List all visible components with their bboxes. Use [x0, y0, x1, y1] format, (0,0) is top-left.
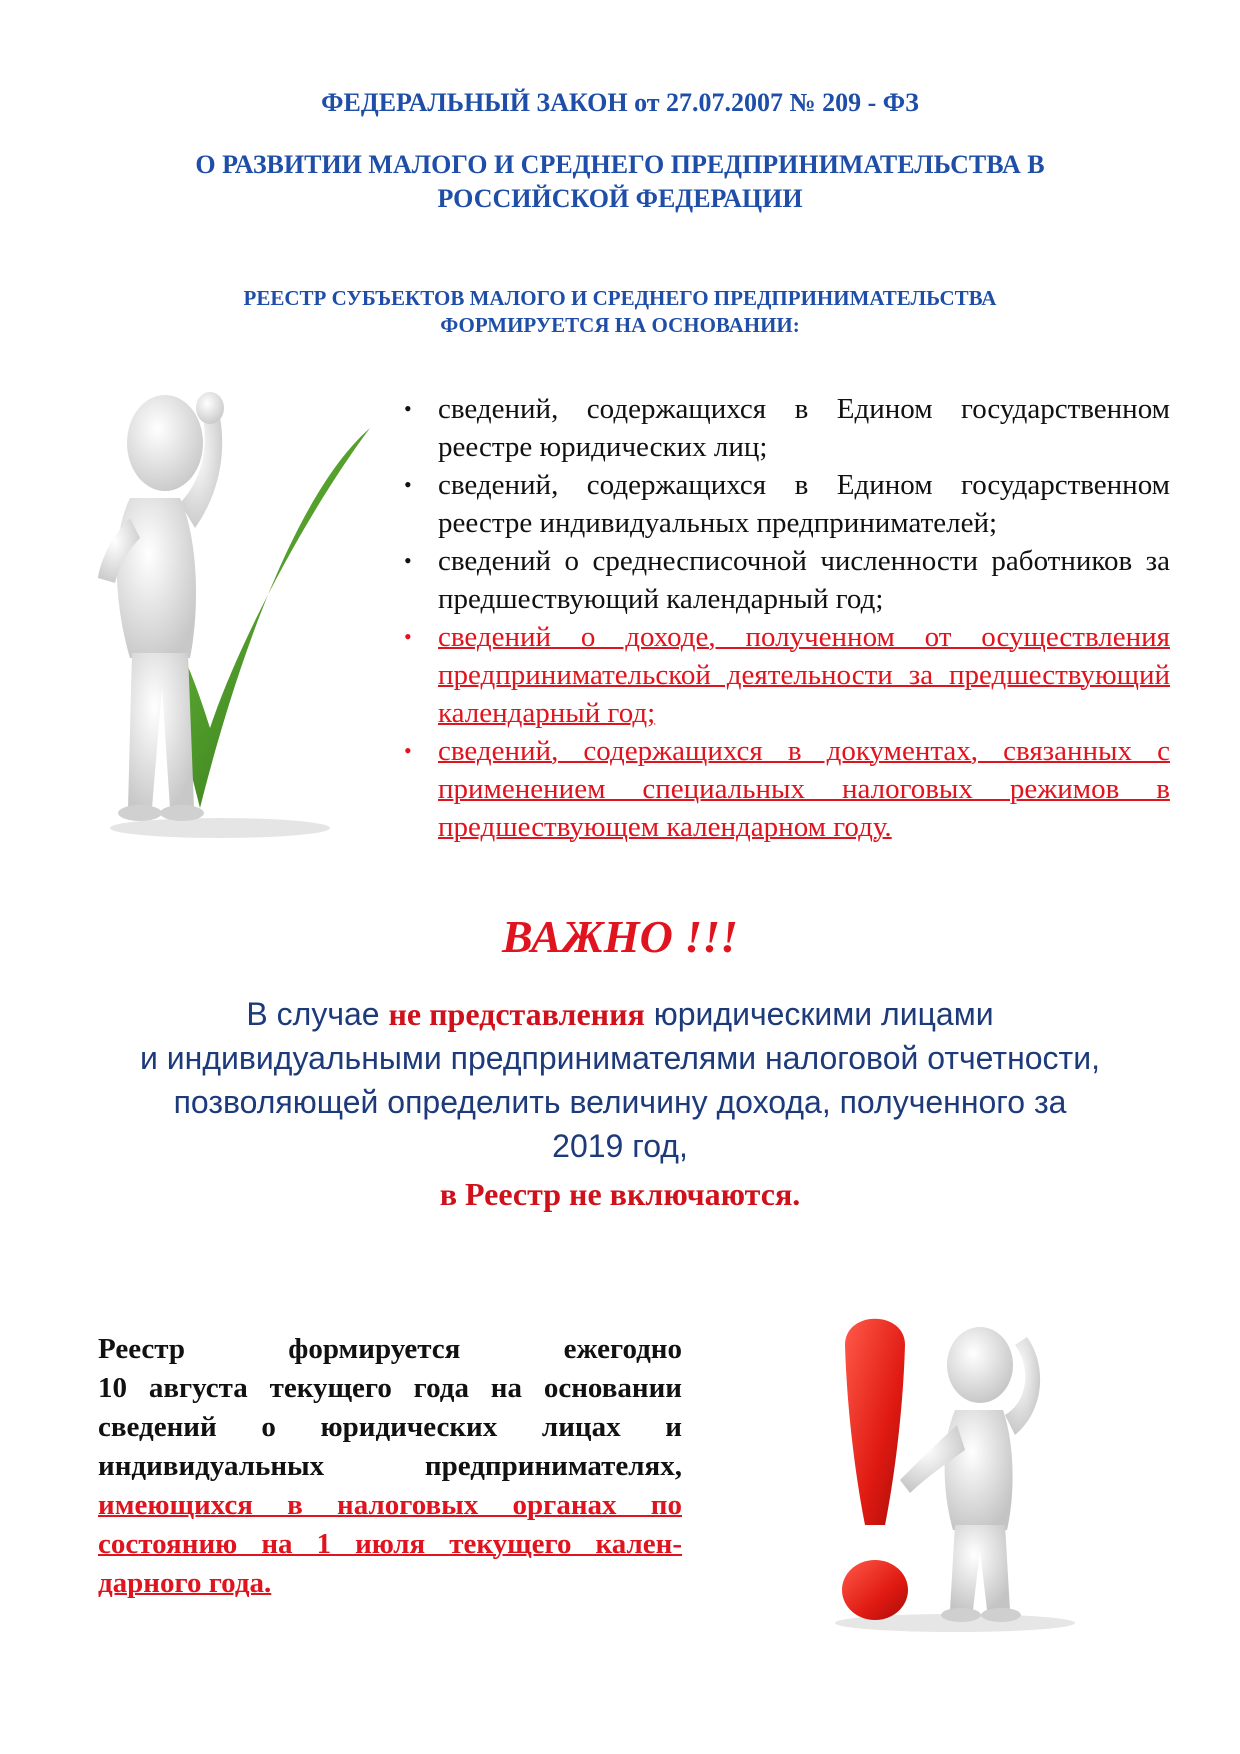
- notice-line3: позволяющей определить величину дохода, полученного за: [173, 1084, 1067, 1120]
- info-red-line1: имеющихся в налоговых органах по: [98, 1489, 682, 1521]
- important-title: ВАЖНО !!!: [501, 911, 739, 962]
- notice-line4: 2019 год,: [552, 1128, 688, 1164]
- law-title: ФЕДЕРАЛЬНЫЙ ЗАКОН от 27.07.2007 № 209 - ФЗ: [321, 88, 919, 117]
- registry-heading: [130, 285, 1110, 339]
- list-item: • сведений, содержащихся в Едином государственном реестре индивидуальных предпринимателей;: [404, 469, 1170, 539]
- notice-highlight: не представления: [388, 996, 645, 1032]
- list-item: • сведений о среднесписочной численности работников за предшествующий календарный год;: [404, 545, 1170, 615]
- person-with-exclamation-icon: [815, 1305, 1095, 1635]
- list-item-highlighted: • сведений, содержащихся в документах, связанных с применением специальных налоговых режимов в предшествующем календарном году.: [404, 735, 1170, 843]
- registry-heading-line1: РЕЕСТР СУБЪЕКТОВ МАЛОГО И СРЕДНЕГО ПРЕДПРИНИМАТЕЛЬСТВА: [243, 286, 997, 310]
- info-red-line2: состоянию на 1 июля текущего кален-: [98, 1528, 682, 1560]
- registry-formation-info: [98, 1330, 682, 1603]
- notice-line2: и индивидуальными предпринимателями налоговой отчетности,: [140, 1040, 1100, 1076]
- registry-heading-line2: ФОРМИРУЕТСЯ НА ОСНОВАНИИ:: [440, 313, 800, 337]
- important-notice: [60, 992, 1180, 1216]
- notice-conclusion: в Реестр не включаются.: [439, 1176, 801, 1212]
- info-line2: 10 августа текущего года на основании: [98, 1372, 682, 1404]
- person-holding-checkmark-icon: [70, 388, 400, 848]
- law-subtitle: О РАЗВИТИИ МАЛОГО И СРЕДНЕГО ПРЕДПРИНИМАТЕЛЬСТВА В РОССИЙСКОЙ ФЕДЕРАЦИИ: [195, 150, 1045, 213]
- list-item-highlighted: • сведений о доходе, полученном от осуществления предпринимательской деятельности за предшествующий календарный год;: [404, 621, 1170, 729]
- info-line3: сведений о юридических лицах и: [98, 1411, 682, 1443]
- info-line1: Реестр формируется ежегодно: [98, 1333, 682, 1365]
- info-line4: индивидуальных предпринимателях,: [98, 1450, 682, 1482]
- info-red-line3: дарного года.: [98, 1567, 272, 1599]
- list-item: • сведений, содержащихся в Едином государственном реестре юридических лиц;: [404, 393, 1170, 463]
- registry-sources-list: [398, 390, 1170, 846]
- notice-line1: В случае не представления юридическими лицами: [246, 996, 994, 1032]
